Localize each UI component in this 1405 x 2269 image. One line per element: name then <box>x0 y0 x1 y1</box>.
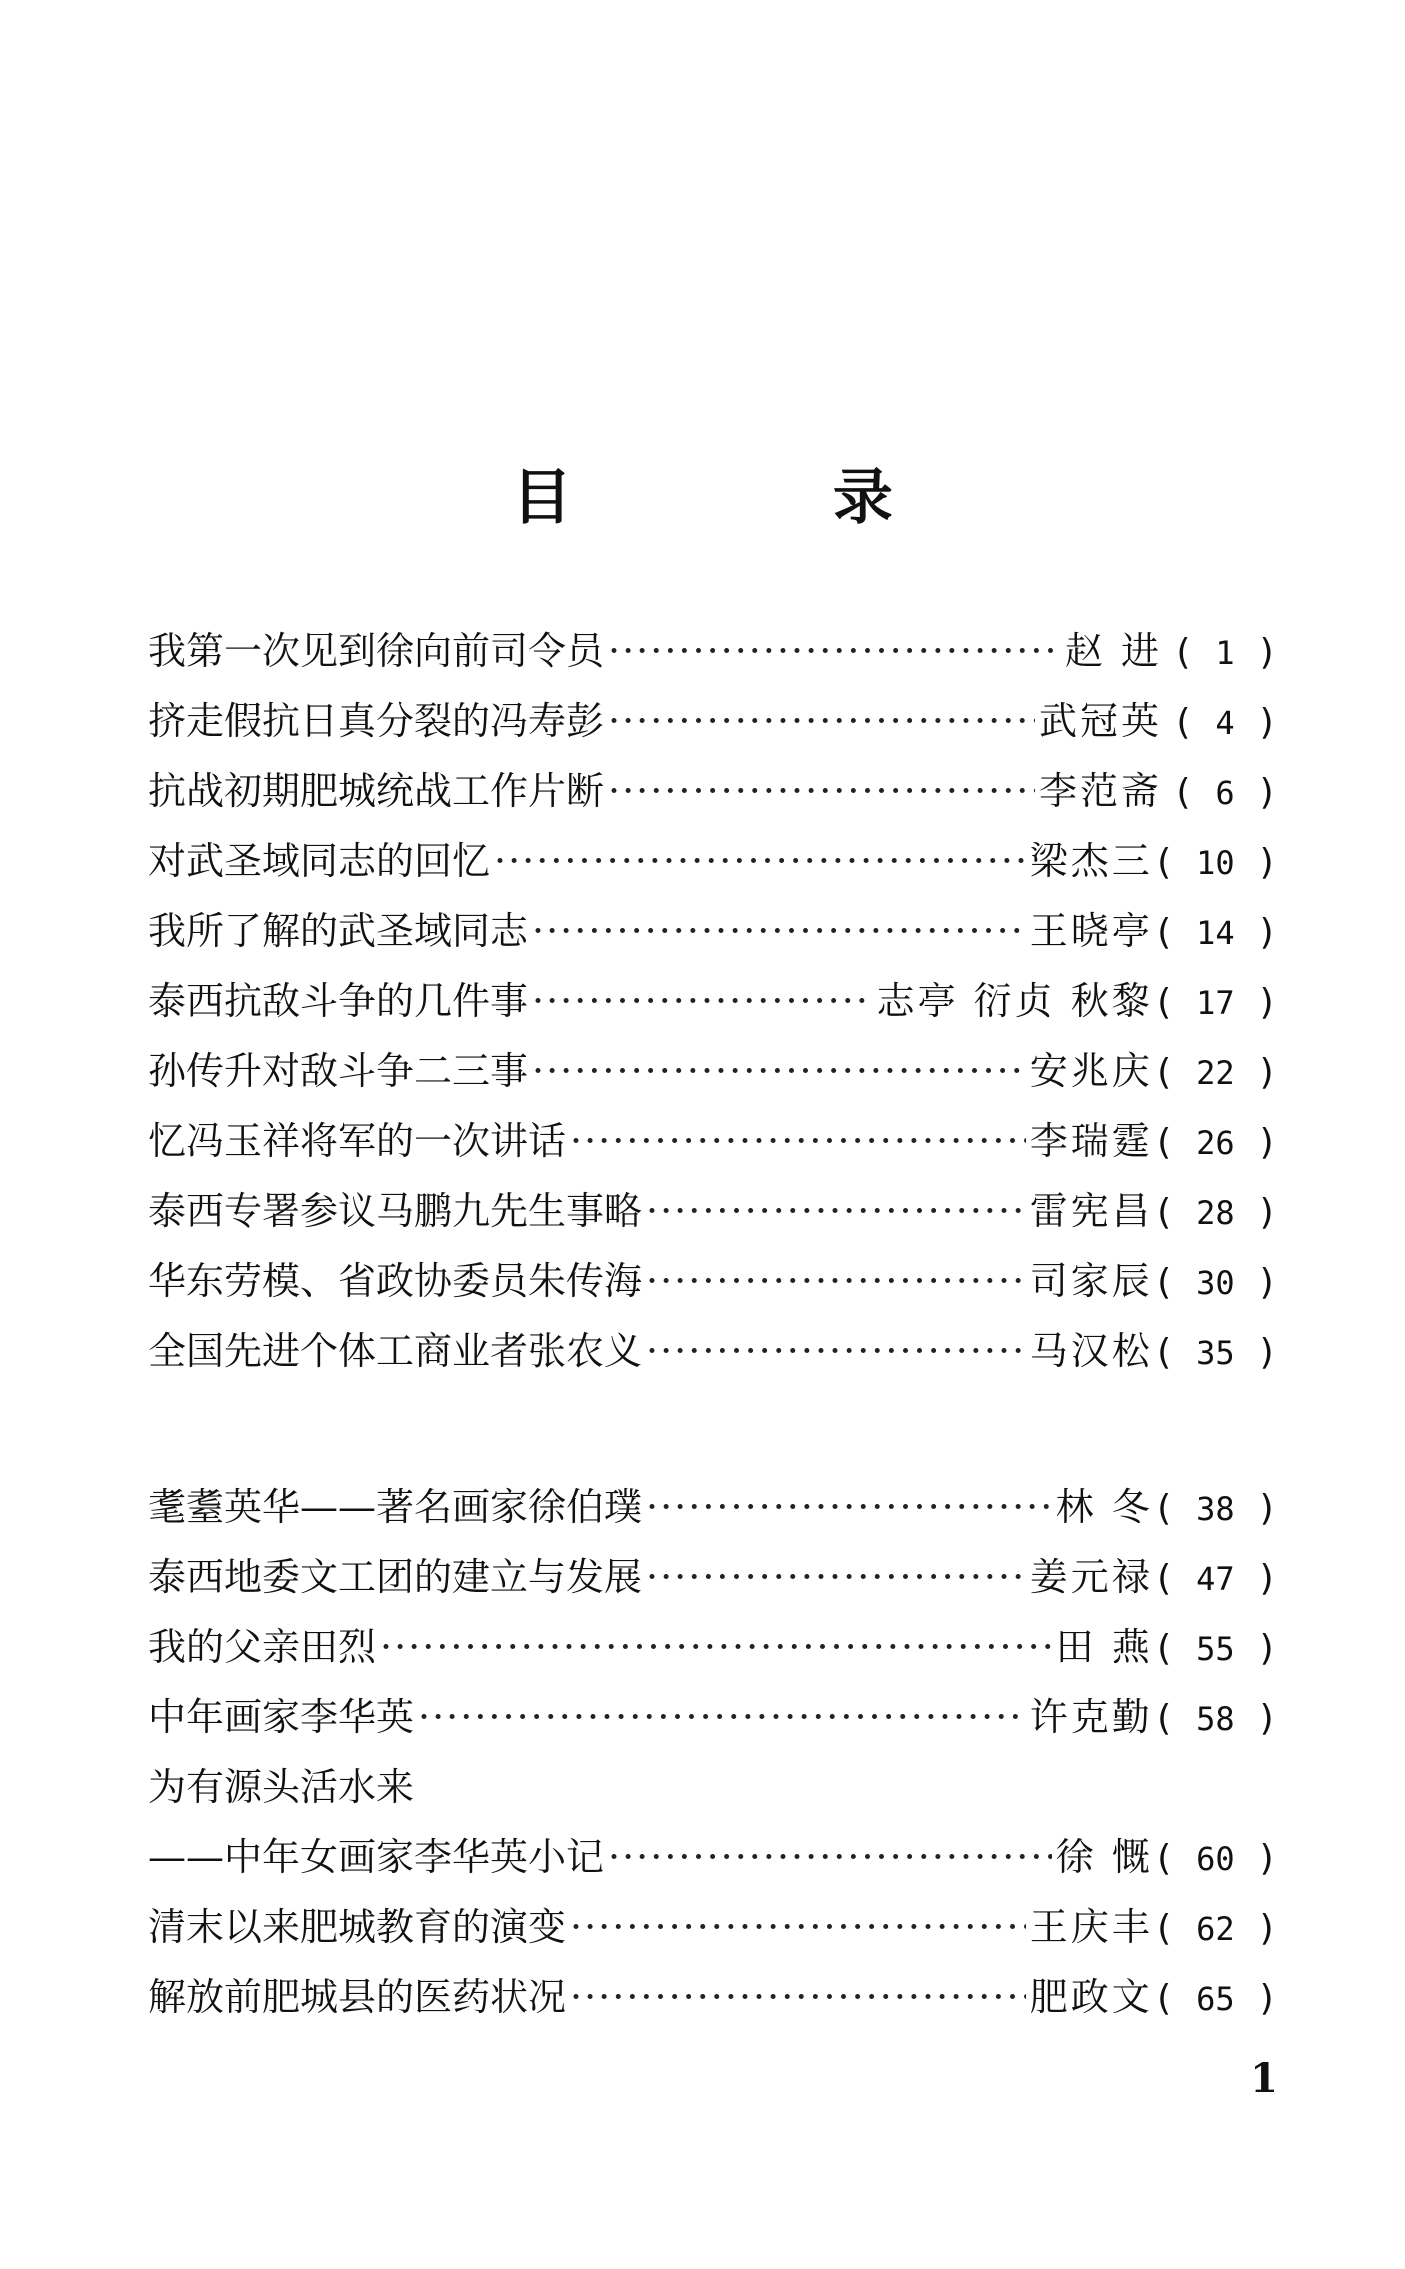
entry-title: 我的父亲田烈 <box>148 1625 377 1669</box>
toc-entry[interactable] <box>148 686 1278 756</box>
toc-entry[interactable] <box>148 1892 1278 1962</box>
entry-author: 司家辰 <box>1029 1259 1153 1303</box>
entry-title: 泰西抗敌斗争的几件事 <box>148 979 529 1023</box>
toc-entry[interactable] <box>148 1962 1278 2032</box>
dot-leader <box>380 1612 1052 1682</box>
dot-leader <box>608 616 1061 686</box>
entry-author: 姜元禄 <box>1029 1555 1153 1599</box>
dot-leader <box>418 1682 1026 1752</box>
entry-author: 马汉松 <box>1029 1329 1153 1373</box>
dot-leader <box>532 1036 1026 1106</box>
page-title: 目 录 <box>512 463 1013 533</box>
entry-title: 泰西地委文工团的建立与发展 <box>148 1555 643 1599</box>
dot-leader <box>646 1176 1026 1246</box>
entry-title: 我第一次见到徐向前司令员 <box>148 629 605 673</box>
entry-page: ( 30 ) <box>1153 1248 1278 1318</box>
entry-page: ( 62 ) <box>1153 1894 1278 1964</box>
dot-leader <box>570 1106 1026 1176</box>
toc-entry[interactable] <box>148 1612 1278 1682</box>
entry-title: 孙传升对敌斗争二三事 <box>148 1049 529 1093</box>
entry-author: 许克勤 <box>1029 1695 1153 1739</box>
entry-page: ( 55 ) <box>1153 1614 1278 1684</box>
toc-entry[interactable] <box>148 1542 1278 1612</box>
entry-page: ( 17 ) <box>1153 968 1278 1038</box>
entry-title: 我所了解的武圣域同志 <box>148 909 529 953</box>
entry-author: 志亭 衍贞 秋黎 <box>876 979 1153 1023</box>
entry-title: 对武圣域同志的回忆 <box>148 839 491 883</box>
dot-leader <box>646 1542 1026 1612</box>
entry-page: ( 47 ) <box>1153 1544 1278 1614</box>
entry-page: ( 60 ) <box>1153 1824 1278 1894</box>
dot-leader <box>570 1892 1026 1962</box>
entry-title: 挤走假抗日真分裂的冯寿彭 <box>148 699 605 743</box>
dot-leader <box>494 826 1026 896</box>
entry-title: 华东劳模、省政协委员朱传海 <box>148 1259 643 1303</box>
entry-title: 全国先进个体工商业者张农义 <box>148 1329 643 1373</box>
entry-author: 田 燕 <box>1055 1625 1153 1669</box>
toc-entry[interactable] <box>148 756 1278 826</box>
entry-page: ( 58 ) <box>1153 1684 1278 1754</box>
toc-entry[interactable] <box>148 1822 1278 1892</box>
toc-entry[interactable] <box>148 1176 1278 1246</box>
entry-page: ( 38 ) <box>1153 1474 1278 1544</box>
entry-page: ( 28 ) <box>1153 1178 1278 1248</box>
entry-title: 中年画家李华英 <box>148 1695 415 1739</box>
entry-title: 为有源头活水来 <box>148 1765 415 1809</box>
dot-leader <box>570 1962 1026 2032</box>
entry-author: 肥政文 <box>1029 1975 1153 2019</box>
dot-leader <box>532 966 873 1036</box>
dot-leader <box>608 1822 1052 1892</box>
toc-entry[interactable] <box>148 966 1278 1036</box>
toc-section-1 <box>148 616 1278 1386</box>
dot-leader <box>608 686 1035 756</box>
entry-author: 赵 进 <box>1064 629 1162 673</box>
entry-title: 耄耋英华——著名画家徐伯璞 <box>148 1485 643 1529</box>
page-number: 1 <box>1250 2055 1278 2102</box>
dot-leader <box>532 896 1026 966</box>
entry-title: 泰西专署参议马鹏九先生事略 <box>148 1189 643 1233</box>
toc-entry[interactable] <box>148 896 1278 966</box>
entry-page: ( 10 ) <box>1153 828 1278 898</box>
dot-leader <box>646 1472 1052 1542</box>
entry-page: ( 22 ) <box>1153 1038 1278 1108</box>
entry-author: 林 冬 <box>1055 1485 1153 1529</box>
entry-title: 抗战初期肥城统战工作片断 <box>148 769 605 813</box>
entry-author: 李瑞霆 <box>1029 1119 1153 1163</box>
toc-entry[interactable] <box>148 1682 1278 1752</box>
entry-author: 王晓亭 <box>1029 909 1153 953</box>
toc-entry[interactable] <box>148 1036 1278 1106</box>
entry-title: 解放前肥城县的医药状况 <box>148 1975 567 2019</box>
entry-author: 王庆丰 <box>1029 1905 1153 1949</box>
entry-page: ( 14 ) <box>1153 898 1278 968</box>
entry-author: 安兆庆 <box>1029 1049 1153 1093</box>
entry-page: ( 26 ) <box>1153 1108 1278 1178</box>
entry-title: 忆冯玉祥将军的一次讲话 <box>148 1119 567 1163</box>
toc-entry[interactable] <box>148 826 1278 896</box>
entry-author: 武冠英 <box>1038 699 1162 743</box>
entry-page: ( 4 ) <box>1162 688 1278 758</box>
toc-entry[interactable] <box>148 616 1278 686</box>
entry-page: ( 6 ) <box>1162 758 1278 828</box>
entry-subtitle: ——中年女画家李华英小记 <box>148 1835 605 1879</box>
entry-author: 雷宪昌 <box>1029 1189 1153 1233</box>
entry-page: ( 35 ) <box>1153 1318 1278 1388</box>
entry-author: 徐 慨 <box>1055 1835 1153 1879</box>
dot-leader <box>646 1316 1026 1386</box>
dot-leader <box>608 756 1035 826</box>
entry-title: 清末以来肥城教育的演变 <box>148 1905 567 1949</box>
entry-page: ( 1 ) <box>1162 618 1278 688</box>
dot-leader <box>646 1246 1026 1316</box>
toc-entry[interactable] <box>148 1316 1278 1386</box>
toc-entry[interactable] <box>148 1106 1278 1176</box>
entry-author: 李范斋 <box>1038 769 1162 813</box>
toc-entry[interactable] <box>148 1472 1278 1542</box>
entry-author: 梁杰三 <box>1029 839 1153 883</box>
entry-page: ( 65 ) <box>1153 1964 1278 2034</box>
toc-section-2 <box>148 1472 1278 2032</box>
toc-entry[interactable] <box>148 1246 1278 1316</box>
toc-entry-heading[interactable] <box>148 1752 1278 1822</box>
